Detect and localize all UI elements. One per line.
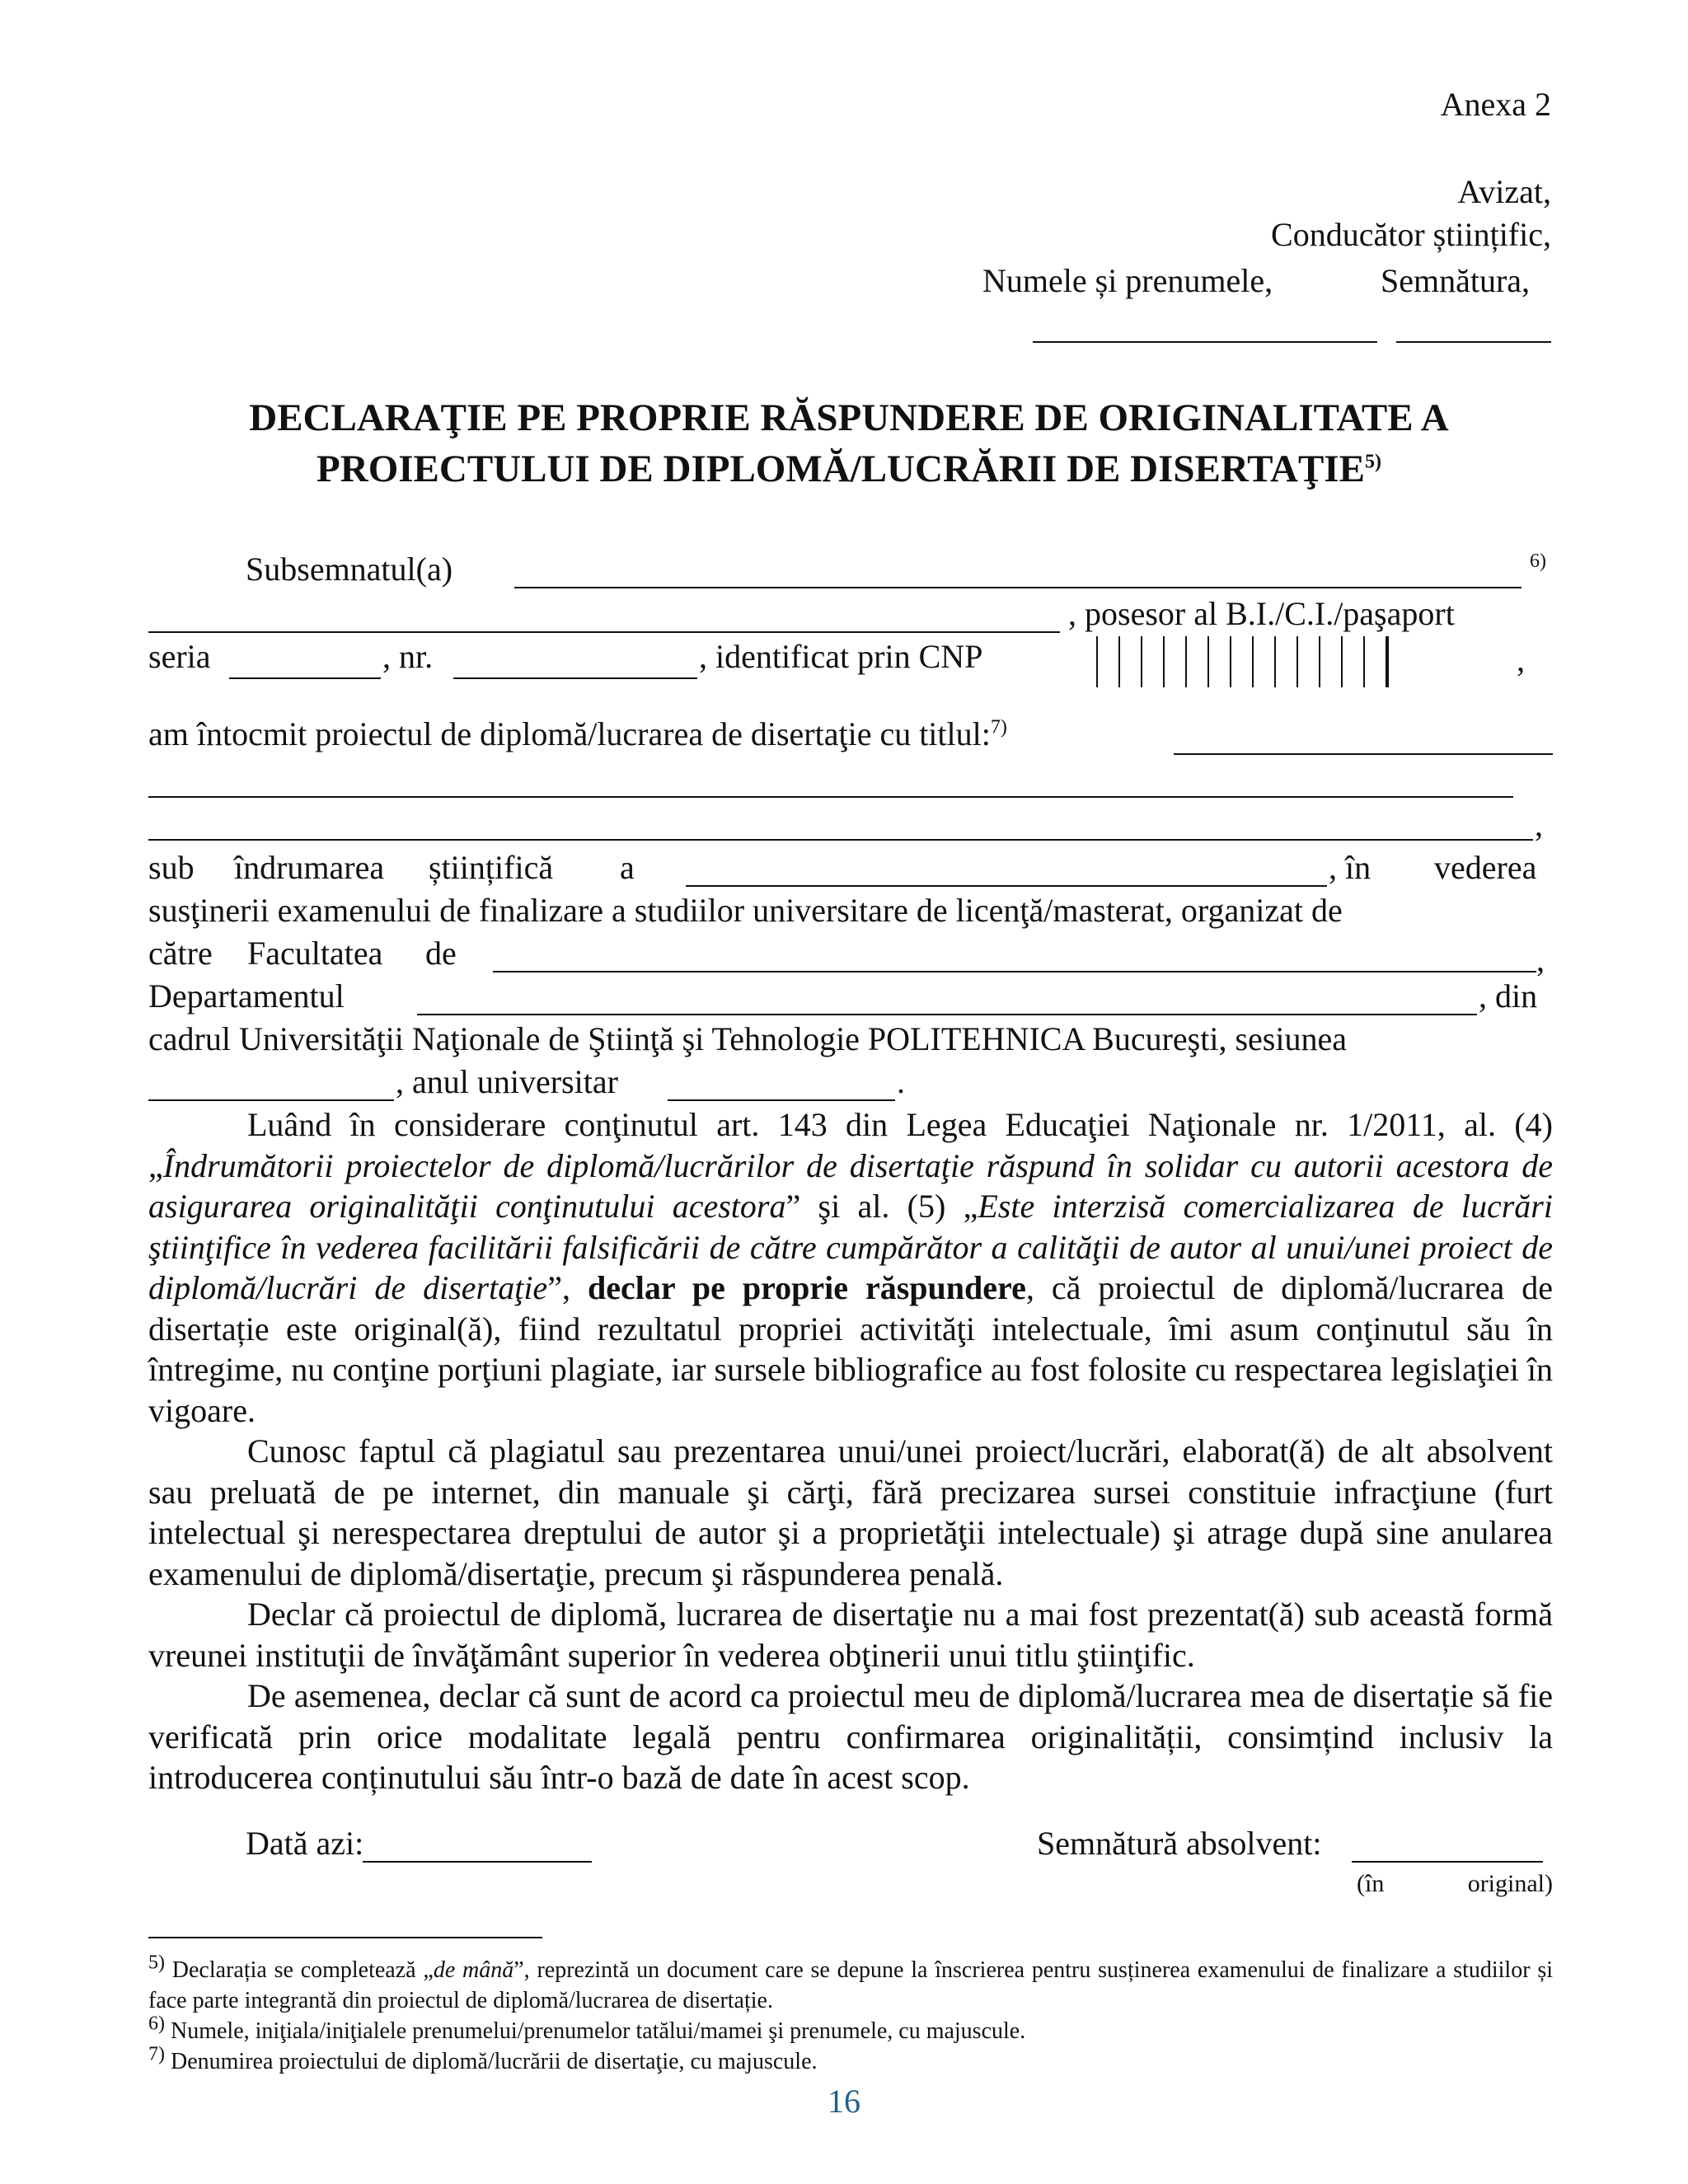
in-vederea-2: vederea — [1434, 849, 1537, 886]
name-field[interactable] — [514, 587, 1522, 588]
anul-label: , anul universitar — [396, 1063, 618, 1100]
indrumare-2: îndrumarea — [234, 849, 385, 886]
title-field-3[interactable] — [148, 839, 1533, 841]
paragraph-2: Cunosc faptul că plagiatul sau prezentarea unui/unei proiect/lucrări, elaborat(ă) de alt absolvent sau preluată de pe internet, din manuale şi cărţi, fără precizarea sursei constituie infracţiune (furt intelectual şi nerespectarea dreptului de autor şi a proprietăţii intelectuale) şi atrage după sine anularea examenului de diplomă/disertaţie, precum şi răspunderea penală. — [148, 1432, 1553, 1592]
facultatea-1: către — [148, 935, 213, 972]
paragraph-3: Declar că proiectul de diplomă, lucrarea de disertaţie nu a mai fost prezentat(ă) sub această formă vreunei instituţii de învăţământ superior în vederea obţinerii unui titlu ştiinţific. — [148, 1596, 1553, 1674]
posesor-label: , posesor al B.I./C.I./paşaport — [1068, 595, 1455, 632]
sustinerii-line: susţinerii examenului de finalizare a studiilor universitare de licenţă/masterat, organizat de — [148, 892, 1343, 929]
seria-label: seria — [148, 638, 211, 675]
nr-field[interactable] — [453, 677, 697, 679]
date-field[interactable] — [363, 1861, 592, 1863]
footnote-7: 7) Denumirea proiectului de diplomă/lucrării de disertaţie, cu majuscule. — [148, 2043, 818, 2074]
paragraph-1: Luând în considerare conţinutul art. 143 din Legea Educaţiei Naţionale nr. 1/2011, al. (4) „Îndrumătorii proiectelor de diplomă/lucrărilor de disertaţie răspund în solidar cu autorii acestora de asigurarea originalităţii conţinutului acestora” şi al. (5) „Este interzisă comercializarea de lucrări ştiinţifice în vederea facilitării falsificării de către cumpărător a calităţii de autor al unui/unei proiect de diplomă/lucrări de disertaţie”, declar pe proprie răspundere, că proiectul de diplomă/lucrarea de disertație este original(ă), fiind rezultatul propriei activităţi intelectuale, îmi asum conţinutul său în întregime, nu conţine porţiuni plagiate, iar sursele bibliografice au fost folosite cu respectarea legislaţiei în vigoare. — [148, 1106, 1553, 1429]
departament-label: Departamentul — [148, 977, 345, 1015]
facultatea-comma: , — [1536, 941, 1545, 978]
cnp-boxes[interactable] — [1096, 641, 1389, 692]
title-line-1: DECLARAŢIE PE PROPRIE RĂSPUNDERE DE ORIGINALITATE A — [249, 396, 1449, 439]
footnotes — [148, 1952, 1553, 2077]
din-label: , din — [1479, 977, 1538, 1015]
title-comma: , — [1535, 806, 1543, 843]
in-original-note: (în original) — [1357, 1870, 1553, 1897]
nr-label: , nr. — [382, 638, 434, 675]
footnote-separator — [148, 1937, 542, 1938]
title-footnote-mark: 5) — [1364, 451, 1381, 473]
sesiunea-field[interactable] — [148, 1099, 394, 1101]
indrumare-4: a — [620, 849, 635, 886]
subsemnatul-label: Subsemnatul(a) — [246, 551, 453, 588]
facultatea-3: de — [425, 935, 457, 972]
student-signature-label: Semnătură absolvent: — [1037, 1825, 1322, 1862]
cadrul-line: cadrul Universităţii Naţionale de Ştiinţă şi Tehnologie POLITEHNICA Bucureşti, sesiunea — [148, 1020, 1347, 1057]
indrumare-3: științifică — [429, 849, 554, 886]
approval-supervisor: Conducător științific, — [1271, 216, 1551, 253]
footnote-6-mark: 6) — [1530, 551, 1546, 572]
name-continuation-field[interactable] — [148, 631, 1060, 633]
approval-name-line[interactable] — [1033, 341, 1377, 343]
footnote-6: 6) Numele, iniţiala/iniţialele prenumelui/prenumelor tatălui/mamei şi prenumele, cu majuscule. — [148, 2013, 1026, 2044]
cnp-comma: , — [1517, 641, 1525, 678]
supervisor-field[interactable] — [686, 885, 1327, 887]
date-label: Dată azi: — [246, 1825, 364, 1862]
approval-name-label: Numele și prenumele, — [982, 262, 1273, 299]
anul-period: . — [897, 1063, 905, 1100]
cnp-grid[interactable] — [1096, 636, 1389, 687]
document-title — [148, 392, 1550, 494]
title-line-2: PROIECTULUI DE DIPLOMĂ/LUCRĂRII DE DISERTAŢIE$^{5)}$ — [316, 448, 1381, 490]
seria-field[interactable] — [229, 677, 381, 679]
anul-field[interactable] — [668, 1099, 895, 1101]
indrumare-1: sub — [148, 849, 195, 886]
title-field-1[interactable] — [1174, 753, 1553, 755]
title-field-2[interactable] — [148, 796, 1513, 798]
in-vederea-1: , în — [1329, 849, 1372, 886]
departament-field[interactable] — [417, 1014, 1477, 1015]
annex-label: Anexa 2 — [1440, 86, 1551, 123]
approval-signature-label: Semnătura, — [1381, 262, 1531, 299]
declaration-body — [148, 1104, 1553, 1798]
facultatea-2: Facultatea — [247, 935, 383, 972]
cnp-label: , identificat prin CNP — [699, 638, 983, 675]
page-number: 16 — [828, 2083, 860, 2120]
intocmit-label: am întocmit proiectul de diplomă/lucrarea de disertaţie cu titlul:$^{7)}$ — [148, 715, 1007, 752]
facultatea-field[interactable] — [493, 971, 1536, 972]
student-signature-field[interactable] — [1352, 1861, 1543, 1863]
paragraph-4: De asemenea, declar că sunt de acord ca proiectul meu de diplomă/lucrarea mea de disertație să fie verificată prin orice modalitate legală pentru confirmarea originalității, consimțind inclusiv la introducerea conținutului său într-o bază de date în acest scop. — [148, 1677, 1553, 1796]
footnote-5: 5) Declarația se completează „de mână”, reprezintă un document care se depune la înscrierea pentru susținerea examenului de finalizare a studiilor și face parte integrantă din proiectul de diplomă/lucrarea de disertație. — [148, 1952, 1553, 2013]
approval-signature-line[interactable] — [1396, 341, 1551, 343]
approval-avizat: Avizat, — [1457, 173, 1551, 210]
